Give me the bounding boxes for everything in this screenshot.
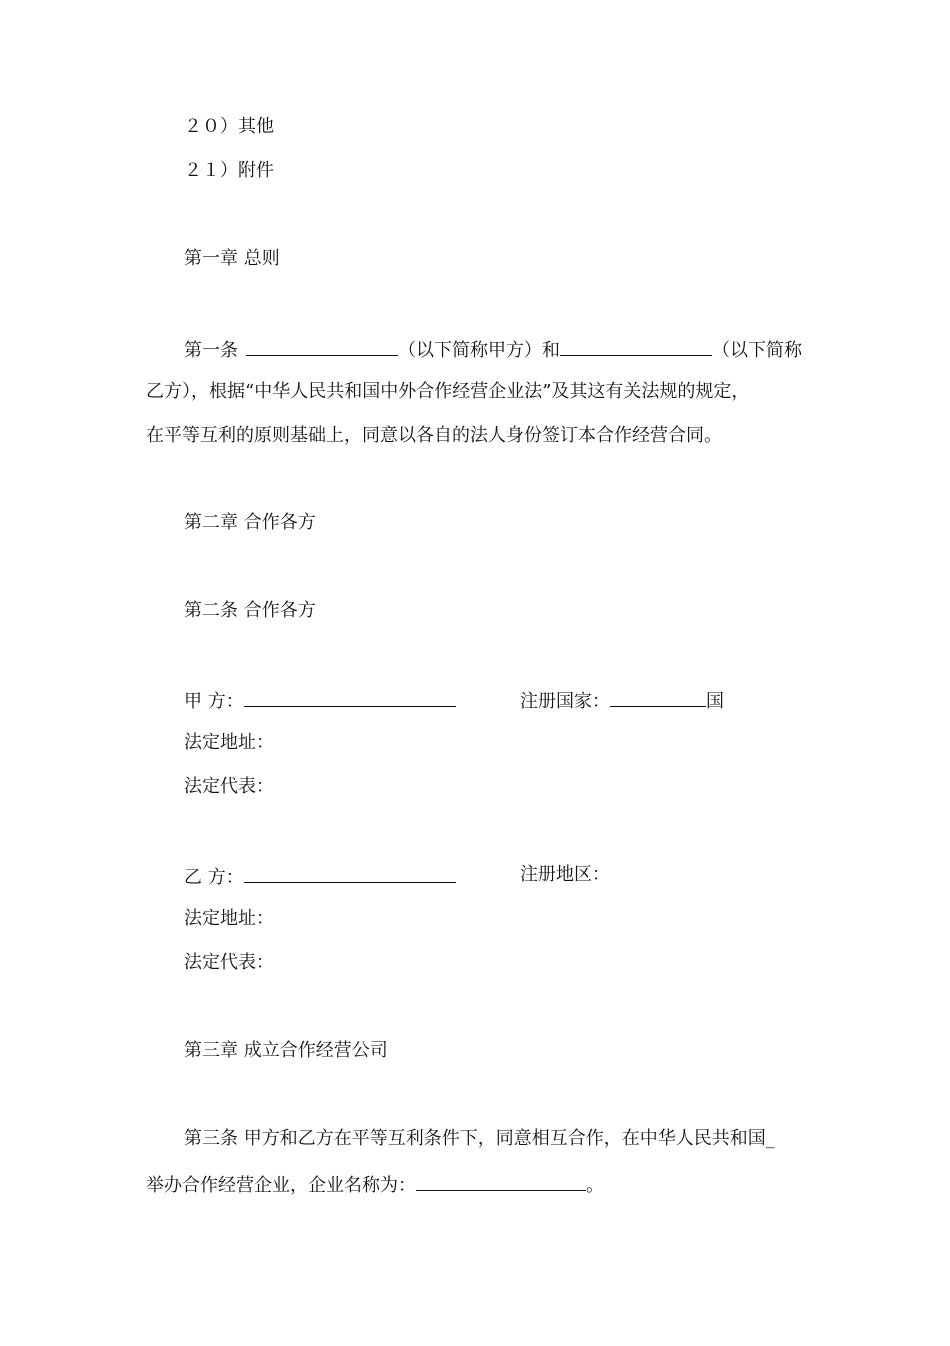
party-b-label: 乙 方： bbox=[184, 867, 244, 888]
party-a-rep-label: 法定代表： bbox=[184, 776, 274, 797]
article-3-line-1: 第三条 甲方和乙方在平等互利条件下，同意相互合作，在中华人民共和国_ bbox=[184, 1128, 775, 1149]
article-3-end: 。 bbox=[586, 1175, 604, 1196]
party-b-blank bbox=[244, 863, 456, 883]
enterprise-name-blank bbox=[416, 1171, 586, 1191]
party-a-address-label: 法定地址： bbox=[184, 732, 274, 753]
party-b-name-blank bbox=[560, 336, 712, 356]
chapter-2-heading: 第二章 合作各方 bbox=[184, 512, 316, 533]
party-a-name-blank bbox=[246, 336, 398, 356]
article-1-text-a: （以下简称甲方）和 bbox=[398, 340, 560, 361]
party-b-rep-label: 法定代表： bbox=[184, 952, 274, 973]
article-1-line-1 bbox=[184, 336, 802, 363]
chapter-3-heading: 第三章 成立合作经营公司 bbox=[184, 1040, 388, 1061]
list-item-20: ２０）其他 bbox=[184, 116, 274, 137]
article-3-line-2 bbox=[146, 1171, 604, 1198]
list-item-21: ２１）附件 bbox=[184, 160, 274, 181]
article-3-text: 举办合作经营企业，企业名称为： bbox=[146, 1175, 416, 1196]
party-b-row bbox=[184, 863, 456, 890]
article-1-text-b: （以下简称 bbox=[712, 340, 802, 361]
party-a-blank bbox=[244, 687, 456, 707]
party-a-reg-label: 注册国家： bbox=[520, 691, 610, 712]
chapter-1-heading: 第一章 总则 bbox=[184, 248, 280, 269]
party-a-country-blank bbox=[610, 687, 706, 707]
article-1-line-3: 在平等互利的原则基础上，同意以各自的法人身份签订本合作经营合同。 bbox=[146, 425, 722, 446]
party-a-label: 甲 方： bbox=[184, 691, 244, 712]
article-1-line-2: 乙方），根据“中华人民共和国中外合作经营企业法”及其这有关法规的规定， bbox=[146, 381, 750, 402]
party-b-reg-label: 注册地区： bbox=[520, 864, 610, 885]
party-b-address-label: 法定地址： bbox=[184, 908, 274, 929]
article-1-label: 第一条 bbox=[184, 340, 238, 361]
party-a-registration-row bbox=[520, 687, 724, 714]
party-a-row bbox=[184, 687, 456, 714]
article-2-heading: 第二条 合作各方 bbox=[184, 600, 316, 621]
party-a-reg-suffix: 国 bbox=[706, 691, 724, 712]
